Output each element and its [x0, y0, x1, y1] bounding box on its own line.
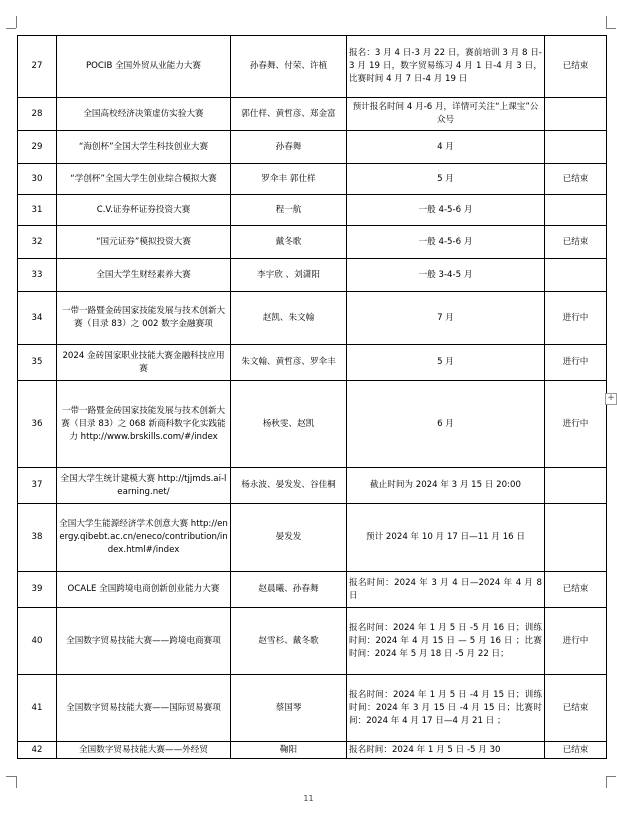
status: 已结束: [545, 572, 607, 608]
status: 已结束: [545, 226, 607, 259]
schedule: 报名时间：2024 年 1 月 5 日 -4 月 15 日；训练时间：2024 年 3 月 15 日 -4 月 15 日；比赛时间：2024 年 4 月 17 日—4 月 21 日 ；: [347, 675, 545, 742]
competition-name: 2024 金砖国家职业技能大赛金融科技应用赛: [57, 345, 231, 381]
row-number: 34: [18, 292, 57, 345]
crop-mark-bl-h: [6, 776, 16, 777]
row-number: 29: [18, 131, 57, 164]
competition-name: 全国高校经济决策虚仿实验大赛: [57, 98, 231, 131]
table-row: [18, 259, 607, 292]
competition-name: 全国大学生财经素养大赛: [57, 259, 231, 292]
crop-mark-tr-v: [606, 16, 607, 28]
schedule: 报名时间：2024 年 1 月 5 日 -5 月 30: [347, 742, 545, 759]
table-row: [18, 292, 607, 345]
schedule: 报名：3 月 4 日-3 月 22 日，赛前培训 3 月 8 日-3 月 19 日，数字贸易练习 4 月 1 日-4 月 3 日，比赛时间 4 月 7 日-4 月 19 日: [347, 36, 545, 98]
table-row: [18, 226, 607, 259]
competition-name: 全国数字贸易技能大赛——跨境电商赛项: [57, 608, 231, 675]
schedule: 报名时间：2024 年 3 月 4 日—2024 年 4 月 8 日: [347, 572, 545, 608]
row-number: 39: [18, 572, 57, 608]
table-row: [18, 36, 607, 98]
row-number: 38: [18, 504, 57, 572]
status: 进行中: [545, 345, 607, 381]
table-row: [18, 504, 607, 572]
schedule: 6 月: [347, 381, 545, 468]
schedule: 5 月: [347, 345, 545, 381]
coach-names: 鞠阳: [231, 742, 347, 759]
schedule: 报名时间：2024 年 1 月 5 日 -5 月 16 日；训练时间：2024 年 4 月 15 日 — 5 月 16 日 ；比赛时间：2024 年 5 月 18 日 -5 月 22 日；: [347, 608, 545, 675]
status: [545, 504, 607, 572]
table-row: [18, 675, 607, 742]
page-number: 11: [303, 794, 314, 803]
table-row: [18, 608, 607, 675]
table-row: [18, 742, 607, 759]
schedule: 截止时间为 2024 年 3 月 15 日 20:00: [347, 468, 545, 504]
status: 已结束: [545, 36, 607, 98]
table-row: [18, 572, 607, 608]
table-row: [18, 381, 607, 468]
crop-mark-br-h: [606, 776, 616, 777]
schedule: 一般 3-4-5 月: [347, 259, 545, 292]
coach-names: 孙春舞、付荣、许植: [231, 36, 347, 98]
row-number: 36: [18, 381, 57, 468]
coach-names: 罗伞丰 郭仕样: [231, 164, 347, 195]
coach-names: 朱文翰、黄哲彦、罗伞丰: [231, 345, 347, 381]
status: 进行中: [545, 381, 607, 468]
row-number: 28: [18, 98, 57, 131]
row-number: 27: [18, 36, 57, 98]
competition-name: 全国大学生统计建模大赛 http://tjjmds.ai-learning.net/: [57, 468, 231, 504]
crop-mark-bl-v: [16, 776, 17, 788]
coach-names: 李宇欣 、刘潇阳: [231, 259, 347, 292]
crop-mark-tr-h: [606, 28, 616, 29]
add-row-icon[interactable]: +: [605, 393, 617, 405]
table-row: [18, 345, 607, 381]
coach-names: 赵雪杉、戴冬歌: [231, 608, 347, 675]
competition-name: “国元证券”模拟投资大赛: [57, 226, 231, 259]
schedule: 一般 4-5-6 月: [347, 226, 545, 259]
competition-name: “海创杯”全国大学生科技创业大赛: [57, 131, 231, 164]
crop-mark-tl-h: [6, 28, 16, 29]
status: 已结束: [545, 164, 607, 195]
coach-names: 程一航: [231, 195, 347, 226]
coach-names: 晏发发: [231, 504, 347, 572]
status: [545, 98, 607, 131]
status: [545, 131, 607, 164]
crop-mark-br-v: [606, 776, 607, 788]
row-number: 40: [18, 608, 57, 675]
table-row: [18, 98, 607, 131]
schedule: 5 月: [347, 164, 545, 195]
competition-name: OCALE 全国跨境电商创新创业能力大赛: [57, 572, 231, 608]
competition-name: 全国数字贸易技能大赛——国际贸易赛项: [57, 675, 231, 742]
competition-name: 全国数字贸易技能大赛——外经贸: [57, 742, 231, 759]
coach-names: 蔡国琴: [231, 675, 347, 742]
status: [545, 468, 607, 504]
crop-mark-tl-v: [16, 16, 17, 28]
status: [545, 195, 607, 226]
row-number: 31: [18, 195, 57, 226]
coach-names: 赵晨曦、孙春舞: [231, 572, 347, 608]
status: [545, 259, 607, 292]
row-number: 37: [18, 468, 57, 504]
competition-name: 全国大学生能源经济学术创意大赛 http://energy.qibebt.ac.cn/eneco/contribution/index.html#/index: [57, 504, 231, 572]
competition-name: 一带一路暨金砖国家技能发展与技术创新大赛（目录 83）之 002 数字金融赛项: [57, 292, 231, 345]
competition-name: “学创杯”全国大学生创业综合模拟大赛: [57, 164, 231, 195]
row-number: 41: [18, 675, 57, 742]
row-number: 32: [18, 226, 57, 259]
row-number: 33: [18, 259, 57, 292]
status: 进行中: [545, 292, 607, 345]
competition-name: POCIB 全国外贸从业能力大赛: [57, 36, 231, 98]
row-number: 42: [18, 742, 57, 759]
coach-names: 戴冬歌: [231, 226, 347, 259]
coach-names: 杨秋雯、赵凯: [231, 381, 347, 468]
coach-names: 杨永波、晏发发、谷佳桐: [231, 468, 347, 504]
schedule: 预计报名时间 4 月-6 月，详情可关注“上课宝”公众号: [347, 98, 545, 131]
status: 已结束: [545, 742, 607, 759]
table-row: [18, 131, 607, 164]
competition-table: [17, 35, 607, 759]
table-row: [18, 164, 607, 195]
row-number: 35: [18, 345, 57, 381]
competition-name: C.V.证券杯证券投资大赛: [57, 195, 231, 226]
schedule: 预计 2024 年 10 月 17 日—11 月 16 日: [347, 504, 545, 572]
schedule: 7 月: [347, 292, 545, 345]
competition-name: 一带一路暨金砖国家技能发展与技术创新大赛（目录 83）之 068 新商科数字化实践能力 http://www.brskills.com/#/index: [57, 381, 231, 468]
table-row: [18, 195, 607, 226]
schedule: 一般 4-5-6 月: [347, 195, 545, 226]
status: 已结束: [545, 675, 607, 742]
schedule: 4 月: [347, 131, 545, 164]
row-number: 30: [18, 164, 57, 195]
coach-names: 孙春舞: [231, 131, 347, 164]
status: 进行中: [545, 608, 607, 675]
coach-names: 郭仕样、黄哲彦、郑金富: [231, 98, 347, 131]
table-row: [18, 468, 607, 504]
coach-names: 赵凯、朱文翰: [231, 292, 347, 345]
